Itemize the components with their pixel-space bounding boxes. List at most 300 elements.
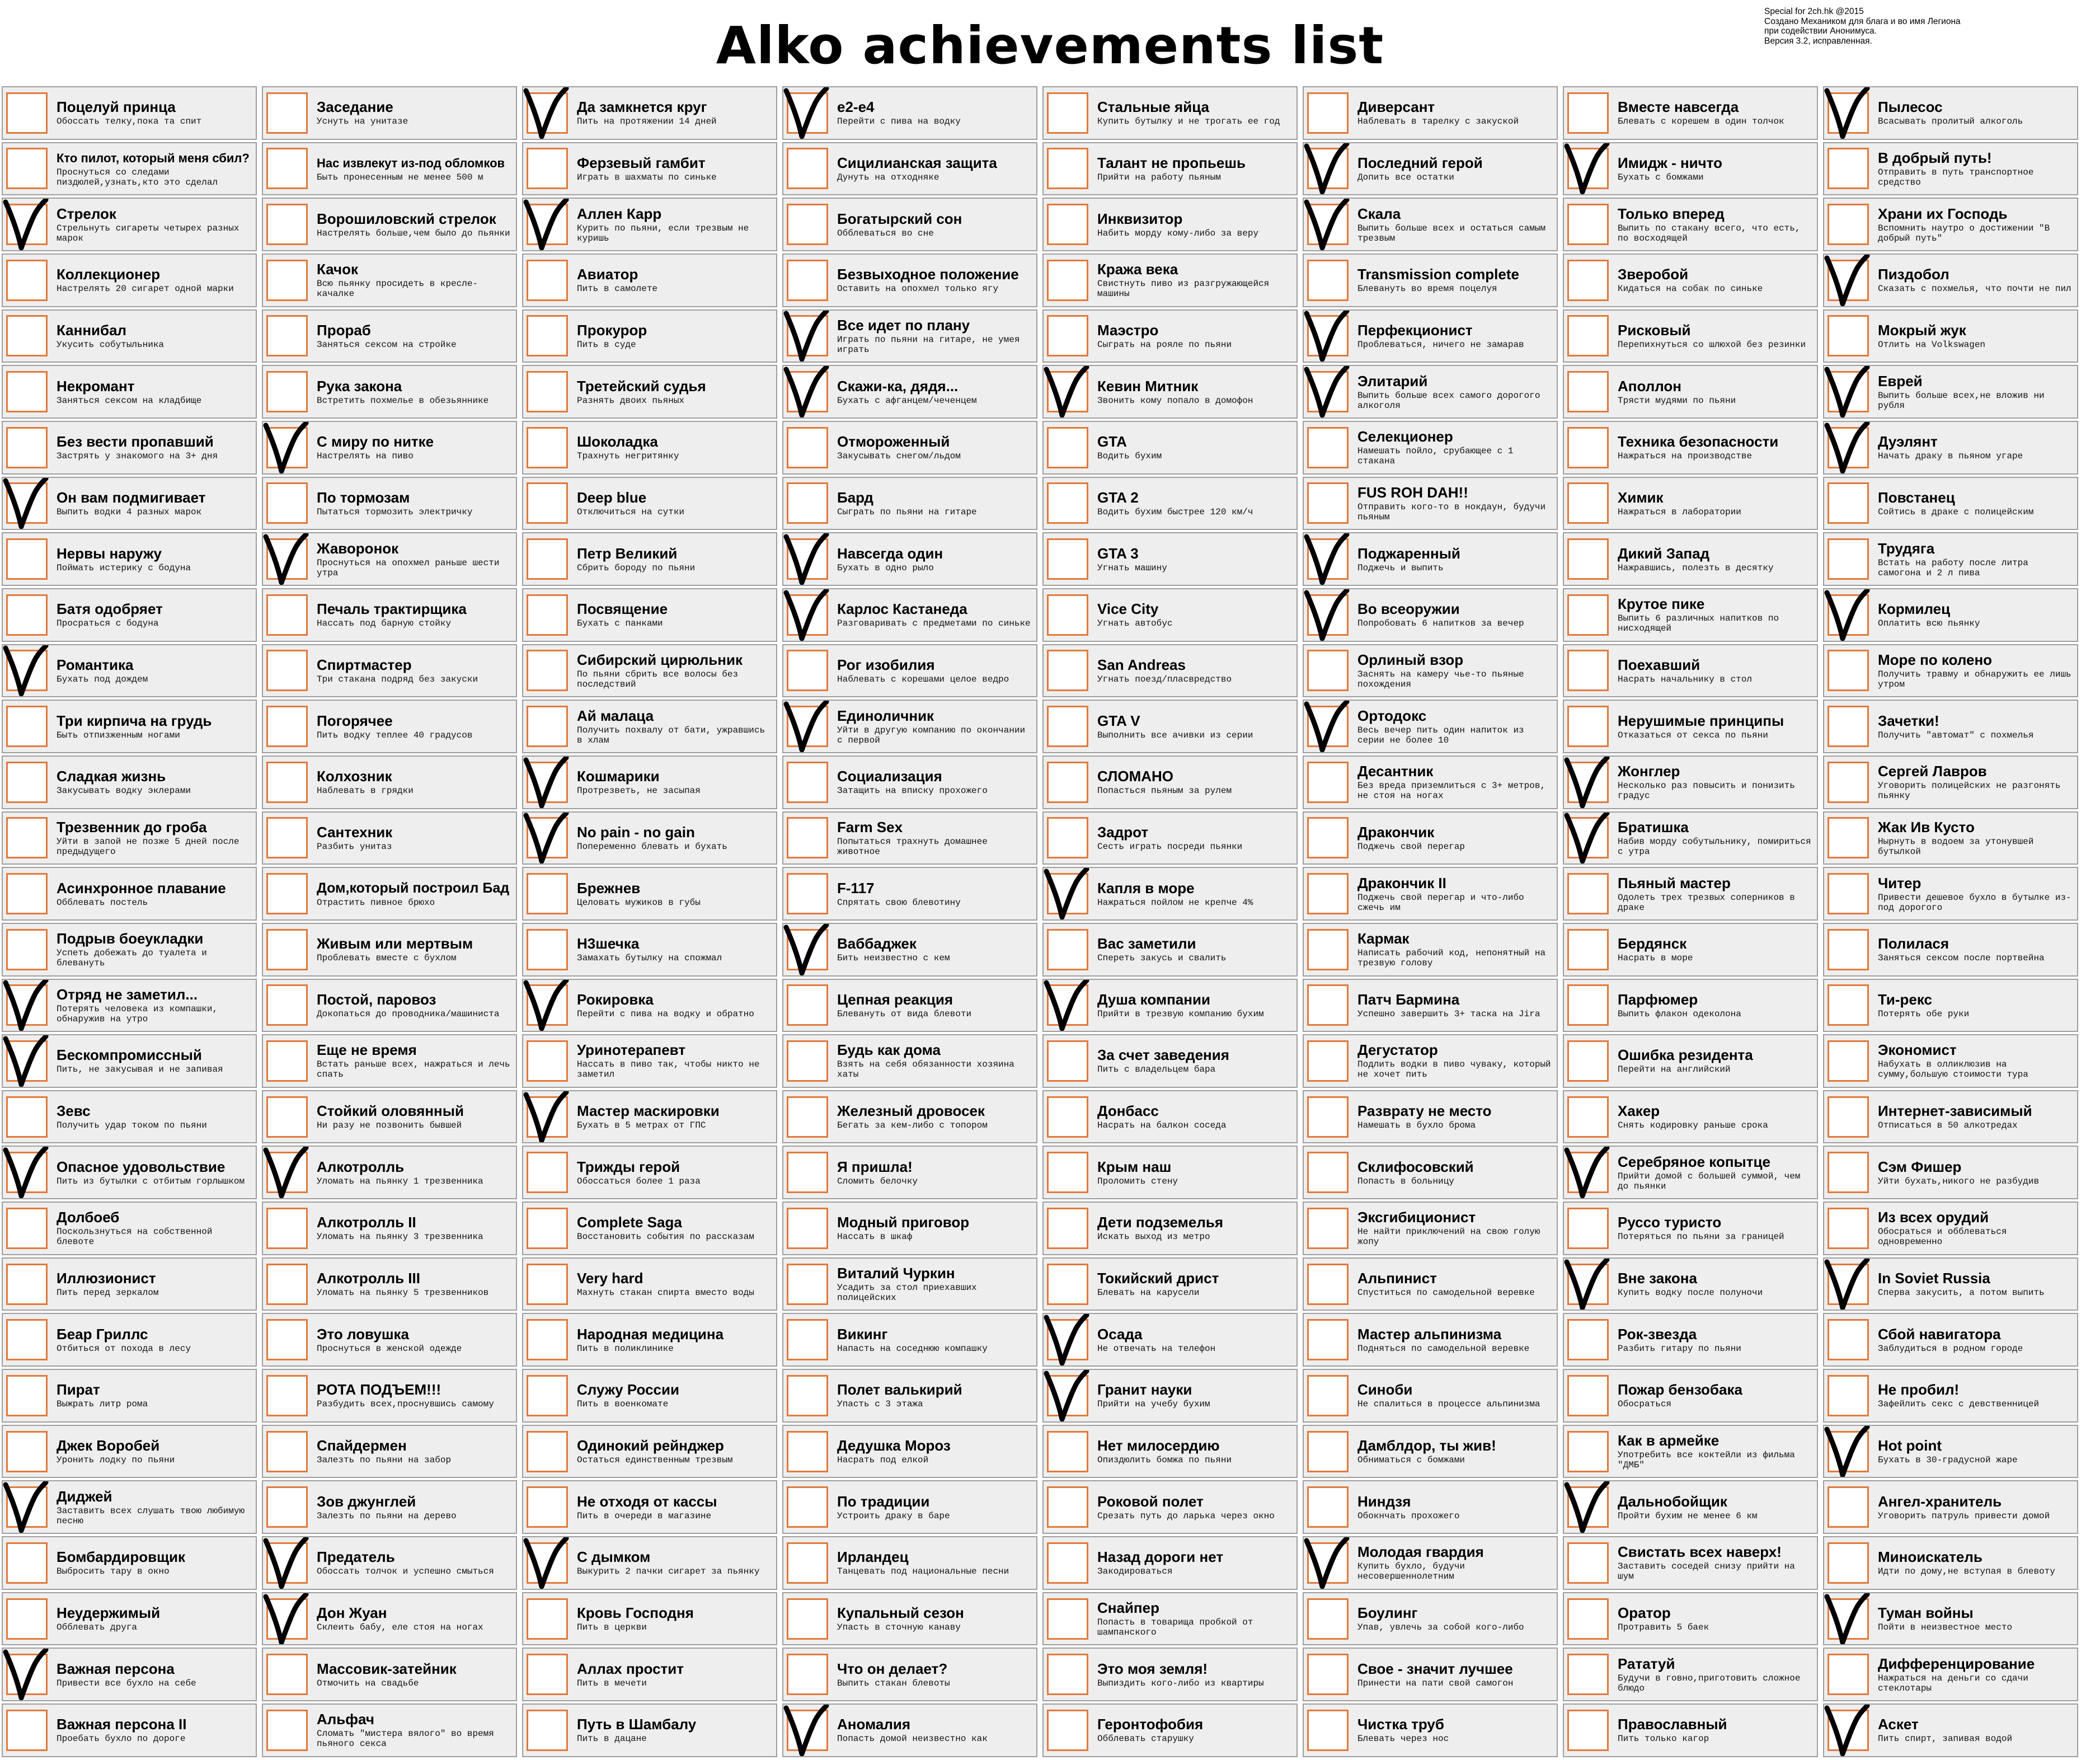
achievement-checkbox[interactable] — [1047, 650, 1088, 691]
achievement-checkbox[interactable] — [1827, 1208, 1869, 1249]
achievement-checkbox[interactable] — [1567, 594, 1609, 636]
achievement-checkbox[interactable] — [1827, 1486, 1869, 1528]
achievement-checkbox[interactable] — [1307, 260, 1349, 301]
achievement-card — [262, 700, 517, 753]
achievement-checkbox[interactable] — [266, 92, 308, 134]
achievement-checkbox[interactable] — [1307, 1319, 1349, 1360]
achievement-name: Только вперед — [1618, 205, 1725, 222]
achievement-checkbox[interactable] — [1567, 1264, 1609, 1305]
achievement-checkbox[interactable] — [1047, 1375, 1088, 1416]
achievement-checkbox[interactable] — [1047, 1431, 1088, 1472]
achievement-checkbox[interactable] — [6, 260, 48, 301]
achievement-checkbox[interactable] — [1567, 315, 1609, 356]
achievement-name: San Andreas — [1097, 656, 1186, 673]
achievement-checkbox[interactable] — [1827, 315, 1869, 356]
achievement-checkbox[interactable] — [1567, 371, 1609, 412]
achievement-checkbox[interactable] — [266, 427, 308, 468]
achievement-checkbox[interactable] — [787, 1096, 828, 1138]
achievement-checkbox[interactable] — [1827, 92, 1869, 134]
achievement-checkbox[interactable] — [6, 929, 48, 970]
achievement-card — [2, 365, 257, 419]
achievement-checkbox[interactable] — [6, 594, 48, 636]
achievement-checkbox[interactable] — [787, 929, 828, 970]
achievement-checkbox[interactable] — [1827, 817, 1869, 858]
achievement-checkbox[interactable] — [6, 148, 48, 189]
achievement-checkbox[interactable] — [1827, 1096, 1869, 1138]
achievement-checkbox[interactable] — [1567, 538, 1609, 580]
achievement-checkbox[interactable] — [527, 1654, 568, 1695]
achievement-checkbox[interactable] — [1567, 929, 1609, 970]
achievement-name: GTA V — [1097, 712, 1140, 729]
achievement-checkbox[interactable] — [1047, 1264, 1088, 1305]
achievement-checkbox[interactable] — [266, 1654, 308, 1695]
achievement-checkbox[interactable] — [1827, 538, 1869, 580]
achievement-checkbox[interactable] — [1567, 1208, 1609, 1249]
achievement-checkbox[interactable] — [266, 315, 308, 356]
achievement-checkbox[interactable] — [787, 1710, 828, 1751]
achievement-checkbox[interactable] — [1047, 204, 1088, 245]
achievement-text — [1618, 206, 1814, 243]
achievement-checkbox[interactable] — [1047, 260, 1088, 301]
achievement-checkbox[interactable] — [1307, 1542, 1349, 1584]
achievement-checkbox[interactable] — [1827, 1040, 1869, 1082]
achievement-name: Трезвенник до гроба — [57, 819, 207, 836]
achievement-checkbox[interactable] — [787, 1486, 828, 1528]
achievement-checkbox[interactable] — [1307, 650, 1349, 691]
achievement-checkbox[interactable] — [1047, 482, 1088, 524]
achievement-checkbox[interactable] — [266, 1096, 308, 1138]
achievement-checkbox[interactable] — [6, 984, 48, 1026]
achievement-checkbox[interactable] — [527, 1710, 568, 1751]
achievement-checkbox[interactable] — [527, 204, 568, 245]
achievement-checkbox[interactable] — [527, 1152, 568, 1193]
achievement-checkbox[interactable] — [1307, 92, 1349, 134]
achievement-checkbox[interactable] — [1827, 1431, 1869, 1472]
achievement-checkbox[interactable] — [527, 148, 568, 189]
achievement-checkbox[interactable] — [787, 315, 828, 356]
achievement-checkbox[interactable] — [1827, 482, 1869, 524]
achievement-checkbox[interactable] — [6, 1710, 48, 1751]
achievement-checkbox[interactable] — [266, 1375, 308, 1416]
achievement-description: Выпить водки 4 разных марок — [57, 506, 202, 517]
achievement-card — [1823, 1313, 2078, 1367]
achievement-checkbox[interactable] — [787, 482, 828, 524]
achievement-card — [1823, 1034, 2078, 1088]
achievement-name: Интернет-зависимый — [1878, 1103, 2032, 1120]
achievement-checkbox[interactable] — [1047, 427, 1088, 468]
achievement-checkbox[interactable] — [6, 1598, 48, 1640]
achievement-name: e2-e4 — [837, 99, 875, 116]
achievement-checkbox[interactable] — [527, 1542, 568, 1584]
achievement-description: Спуститься по самодельной веревке — [1357, 1288, 1535, 1298]
achievement-checkbox[interactable] — [1567, 92, 1609, 134]
achievement-checkbox[interactable] — [1567, 482, 1609, 524]
achievement-checkbox[interactable] — [787, 762, 828, 803]
achievement-checkbox[interactable] — [1047, 706, 1088, 747]
achievement-checkbox[interactable] — [527, 706, 568, 747]
achievement-checkbox[interactable] — [527, 817, 568, 858]
achievement-name: Сицилианская защита — [837, 154, 997, 171]
achievement-card — [1563, 254, 1818, 307]
achievement-description: Пить в суде — [577, 339, 636, 350]
achievement-checkbox[interactable] — [266, 538, 308, 580]
achievement-checkbox[interactable] — [1307, 1208, 1349, 1249]
achievement-checkbox[interactable] — [6, 1654, 48, 1695]
achievement-checkbox[interactable] — [1307, 1040, 1349, 1082]
achievement-checkbox[interactable] — [6, 538, 48, 580]
achievement-checkbox[interactable] — [1827, 984, 1869, 1026]
achievement-checkbox[interactable] — [1307, 594, 1349, 636]
achievement-checkbox[interactable] — [266, 260, 308, 301]
achievement-checkbox[interactable] — [1827, 427, 1869, 468]
achievement-checkbox[interactable] — [6, 873, 48, 914]
achievement-checkbox[interactable] — [1567, 1375, 1609, 1416]
achievement-checkbox[interactable] — [1047, 1208, 1088, 1249]
achievement-checkbox[interactable] — [787, 706, 828, 747]
achievement-checkbox[interactable] — [1567, 706, 1609, 747]
achievement-checkbox[interactable] — [1827, 594, 1869, 636]
achievement-checkbox[interactable] — [1827, 650, 1869, 691]
achievement-checkbox[interactable] — [1567, 873, 1609, 914]
achievement-checkbox[interactable] — [1047, 1152, 1088, 1193]
achievement-checkbox[interactable] — [266, 817, 308, 858]
achievement-checkbox[interactable] — [266, 1152, 308, 1193]
achievement-checkbox[interactable] — [1567, 1654, 1609, 1695]
achievement-checkbox[interactable] — [1827, 1264, 1869, 1305]
achievement-checkbox[interactable] — [1567, 1152, 1609, 1193]
achievement-checkbox[interactable] — [1307, 1264, 1349, 1305]
achievement-text — [57, 1103, 252, 1130]
achievement-description: Проблеваться, ничего не замарав — [1357, 339, 1524, 350]
achievement-checkbox[interactable] — [1567, 984, 1609, 1026]
achievement-text — [1357, 99, 1553, 126]
achievement-checkbox[interactable] — [266, 204, 308, 245]
achievement-text — [1618, 490, 1814, 517]
achievement-checkbox[interactable] — [1047, 817, 1088, 858]
achievement-checkbox[interactable] — [6, 1319, 48, 1360]
achievement-checkbox[interactable] — [527, 92, 568, 134]
achievement-checkbox[interactable] — [6, 204, 48, 245]
achievement-checkbox[interactable] — [1307, 873, 1349, 914]
achievement-checkbox[interactable] — [6, 1264, 48, 1305]
achievement-checkbox[interactable] — [527, 1375, 568, 1416]
achievement-name: Farm Sex — [837, 819, 903, 836]
achievement-card — [1823, 142, 2078, 196]
achievement-card — [522, 477, 777, 531]
achievement-text — [577, 936, 773, 963]
achievement-checkbox[interactable] — [1047, 1096, 1088, 1138]
achievement-checkbox[interactable] — [6, 1431, 48, 1472]
achievement-checkbox[interactable] — [1567, 1319, 1609, 1360]
achievement-checkbox[interactable] — [6, 1486, 48, 1528]
achievement-name: За счет заведения — [1097, 1047, 1229, 1064]
achievement-description: Пить на протяжении 14 дней — [577, 116, 717, 127]
achievement-checkbox[interactable] — [1047, 148, 1088, 189]
achievement-checkbox[interactable] — [527, 1319, 568, 1360]
achievement-checkbox[interactable] — [1827, 1710, 1869, 1751]
achievement-checkbox[interactable] — [527, 1264, 568, 1305]
achievement-checkbox[interactable] — [527, 371, 568, 412]
achievement-checkbox[interactable] — [527, 929, 568, 970]
achievement-checkbox[interactable] — [1047, 1598, 1088, 1640]
achievement-checkbox[interactable] — [787, 371, 828, 412]
achievement-checkbox[interactable] — [1307, 762, 1349, 803]
achievement-name: Батя одобряет — [57, 601, 163, 618]
achievement-card — [522, 1146, 777, 1199]
achievement-description: Сыграть по пьяни на гитаре — [837, 506, 977, 517]
achievement-checkbox[interactable] — [1307, 148, 1349, 189]
achievement-card — [262, 1090, 517, 1144]
achievement-checkbox[interactable] — [787, 538, 828, 580]
achievement-card — [262, 1536, 517, 1590]
achievement-description: Намешать пойло, срубающее с 1 стакана — [1357, 446, 1514, 467]
achievement-checkbox[interactable] — [527, 427, 568, 468]
achievement-card — [1563, 755, 1818, 809]
achievement-checkbox[interactable] — [787, 148, 828, 189]
achievement-checkbox[interactable] — [1047, 538, 1088, 580]
achievement-checkbox[interactable] — [266, 148, 308, 189]
achievement-checkbox[interactable] — [1047, 929, 1088, 970]
achievement-checkbox[interactable] — [1827, 1375, 1869, 1416]
achievement-checkbox[interactable] — [266, 1040, 308, 1082]
achievement-checkbox[interactable] — [1307, 929, 1349, 970]
achievement-checkbox[interactable] — [1567, 1040, 1609, 1082]
achievement-checkbox[interactable] — [787, 1040, 828, 1082]
achievement-checkbox[interactable] — [1307, 482, 1349, 524]
achievement-checkbox[interactable] — [1567, 260, 1609, 301]
achievement-text — [1878, 1326, 2074, 1354]
achievement-checkbox[interactable] — [1307, 1710, 1349, 1751]
achievement-checkbox[interactable] — [527, 1598, 568, 1640]
achievement-checkbox[interactable] — [1047, 984, 1088, 1026]
achievement-checkbox[interactable] — [1827, 260, 1869, 301]
achievement-checkbox[interactable] — [787, 1542, 828, 1584]
hand-drawn-check-icon — [2, 198, 55, 251]
achievement-checkbox[interactable] — [6, 482, 48, 524]
achievement-checkbox[interactable] — [1307, 817, 1349, 858]
achievement-checkbox[interactable] — [1047, 92, 1088, 134]
achievement-checkbox[interactable] — [266, 1486, 308, 1528]
achievement-checkbox[interactable] — [6, 1542, 48, 1584]
achievement-checkbox[interactable] — [6, 315, 48, 356]
achievement-checkbox[interactable] — [527, 873, 568, 914]
achievement-name: Сладкая жизнь — [57, 768, 166, 785]
achievement-description: Насрать начальнику в стол — [1618, 674, 1753, 684]
achievement-checkbox[interactable] — [527, 260, 568, 301]
achievement-checkbox[interactable] — [787, 873, 828, 914]
achievement-description: Проснуться в женской одежде — [317, 1343, 462, 1354]
achievement-checkbox[interactable] — [6, 1375, 48, 1416]
achievement-checkbox[interactable] — [266, 929, 308, 970]
achievement-text — [837, 708, 1033, 745]
achievement-checkbox[interactable] — [266, 706, 308, 747]
achievement-text — [1618, 1494, 1814, 1521]
achievement-checkbox[interactable] — [6, 817, 48, 858]
achievement-checkbox[interactable] — [1047, 1542, 1088, 1584]
achievement-checkbox[interactable] — [527, 1096, 568, 1138]
achievement-checkbox[interactable] — [787, 984, 828, 1026]
achievement-checkbox[interactable] — [266, 482, 308, 524]
achievement-checkbox[interactable] — [266, 1431, 308, 1472]
achievement-checkbox[interactable] — [1307, 1096, 1349, 1138]
achievement-checkbox[interactable] — [6, 1096, 48, 1138]
achievement-checkbox[interactable] — [1567, 1710, 1609, 1751]
achievement-checkbox[interactable] — [1307, 706, 1349, 747]
achievement-checkbox[interactable] — [787, 1375, 828, 1416]
achievement-checkbox[interactable] — [787, 92, 828, 134]
achievement-checkbox[interactable] — [1307, 1152, 1349, 1193]
achievement-checkbox[interactable] — [787, 1264, 828, 1305]
achievement-checkbox[interactable] — [6, 762, 48, 803]
achievement-checkbox[interactable] — [1567, 148, 1609, 189]
achievement-checkbox[interactable] — [527, 482, 568, 524]
achievement-checkbox[interactable] — [6, 706, 48, 747]
achievement-checkbox[interactable] — [787, 1598, 828, 1640]
achievement-checkbox[interactable] — [1567, 1431, 1609, 1472]
achievement-checkbox[interactable] — [1307, 427, 1349, 468]
achievement-checkbox[interactable] — [787, 650, 828, 691]
achievement-checkbox[interactable] — [266, 1598, 308, 1640]
achievement-checkbox[interactable] — [1827, 1152, 1869, 1193]
achievement-text — [1618, 713, 1814, 740]
achievement-checkbox[interactable] — [1567, 204, 1609, 245]
achievement-checkbox[interactable] — [787, 1208, 828, 1249]
achievement-checkbox[interactable] — [1567, 650, 1609, 691]
achievement-text — [1357, 1605, 1553, 1632]
achievement-checkbox[interactable] — [1047, 315, 1088, 356]
achievement-checkbox[interactable] — [787, 427, 828, 468]
achievement-checkbox[interactable] — [527, 315, 568, 356]
achievement-checkbox[interactable] — [1827, 371, 1869, 412]
achievement-description: Уйти бухать,никого не разбудив — [1878, 1176, 2040, 1186]
achievement-checkbox[interactable] — [1307, 1486, 1349, 1528]
achievement-checkbox[interactable] — [266, 873, 308, 914]
achievement-checkbox[interactable] — [1307, 1375, 1349, 1416]
achievement-checkbox[interactable] — [1047, 762, 1088, 803]
achievement-checkbox[interactable] — [527, 1040, 568, 1082]
hand-drawn-check-icon — [783, 923, 835, 977]
achievement-checkbox[interactable] — [266, 762, 308, 803]
achievement-checkbox[interactable] — [1567, 427, 1609, 468]
achievement-checkbox[interactable] — [6, 92, 48, 134]
achievement-checkbox[interactable] — [6, 650, 48, 691]
achievement-checkbox[interactable] — [266, 1319, 308, 1360]
achievement-checkbox[interactable] — [1827, 929, 1869, 970]
achievement-checkbox[interactable] — [527, 1486, 568, 1528]
achievement-checkbox[interactable] — [266, 1264, 308, 1305]
achievement-checkbox[interactable] — [1047, 873, 1088, 914]
achievement-checkbox[interactable] — [527, 762, 568, 803]
achievement-description: Обосраться — [1618, 1399, 1672, 1410]
achievement-text — [837, 1326, 1033, 1354]
achievement-checkbox[interactable] — [1827, 1319, 1869, 1360]
achievement-checkbox[interactable] — [1827, 204, 1869, 245]
achievement-card — [1823, 1090, 2078, 1144]
achievement-checkbox[interactable] — [1047, 594, 1088, 636]
achievement-checkbox[interactable] — [1307, 1431, 1349, 1472]
achievement-checkbox[interactable] — [1567, 762, 1609, 803]
achievement-checkbox[interactable] — [787, 1431, 828, 1472]
achievement-checkbox[interactable] — [266, 1208, 308, 1249]
achievement-checkbox[interactable] — [1827, 1654, 1869, 1695]
achievement-name: Дедушка Мороз — [837, 1438, 951, 1454]
achievement-checkbox[interactable] — [1047, 371, 1088, 412]
achievement-checkbox[interactable] — [1307, 1598, 1349, 1640]
achievement-checkbox[interactable] — [6, 1152, 48, 1193]
achievement-checkbox[interactable] — [1047, 1486, 1088, 1528]
achievement-checkbox[interactable] — [1567, 1542, 1609, 1584]
achievement-checkbox[interactable] — [1307, 371, 1349, 412]
achievement-checkbox[interactable] — [787, 204, 828, 245]
achievement-checkbox[interactable] — [1307, 204, 1349, 245]
achievement-checkbox[interactable] — [1307, 315, 1349, 356]
achievement-description: Искать выход из метро — [1097, 1232, 1210, 1242]
achievement-checkbox[interactable] — [527, 1208, 568, 1249]
achievement-checkbox[interactable] — [527, 594, 568, 636]
achievement-text — [317, 378, 513, 406]
achievement-checkbox[interactable] — [1827, 873, 1869, 914]
credits-line: Версия 3.2, исправленная. — [1764, 36, 1872, 46]
achievement-text — [1878, 1656, 2074, 1693]
achievement-checkbox[interactable] — [1047, 1319, 1088, 1360]
achievement-checkbox[interactable] — [1047, 1654, 1088, 1695]
achievement-checkbox[interactable] — [787, 1654, 828, 1695]
achievement-checkbox[interactable] — [787, 260, 828, 301]
achievement-text — [317, 99, 513, 126]
achievement-checkbox[interactable] — [1827, 1542, 1869, 1584]
achievement-checkbox[interactable] — [1567, 817, 1609, 858]
achievement-checkbox[interactable] — [1827, 706, 1869, 747]
achievement-text — [1097, 1047, 1293, 1074]
achievement-checkbox[interactable] — [527, 650, 568, 691]
achievement-checkbox[interactable] — [1307, 1654, 1349, 1695]
achievement-checkbox[interactable] — [527, 984, 568, 1026]
achievement-checkbox[interactable] — [6, 1208, 48, 1249]
achievement-checkbox[interactable] — [787, 817, 828, 858]
achievement-checkbox[interactable] — [787, 1152, 828, 1193]
achievement-checkbox[interactable] — [1827, 762, 1869, 803]
achievement-checkbox[interactable] — [1827, 1598, 1869, 1640]
achievement-text — [837, 1214, 1033, 1242]
achievement-checkbox[interactable] — [6, 427, 48, 468]
achievement-checkbox[interactable] — [787, 594, 828, 636]
achievement-checkbox[interactable] — [266, 1542, 308, 1584]
achievement-checkbox[interactable] — [1047, 1040, 1088, 1082]
achievement-checkbox[interactable] — [6, 1040, 48, 1082]
achievement-card — [262, 867, 517, 921]
achievement-checkbox[interactable] — [527, 1431, 568, 1472]
achievement-description: Уйти в другую компанию по окончании с первой — [837, 725, 1026, 745]
achievement-checkbox[interactable] — [266, 1710, 308, 1751]
achievement-checkbox[interactable] — [1567, 1486, 1609, 1528]
achievement-description: Отмочить на свадьбе — [317, 1678, 419, 1688]
achievement-checkbox[interactable] — [6, 371, 48, 412]
achievement-checkbox[interactable] — [527, 538, 568, 580]
achievement-checkbox[interactable] — [266, 984, 308, 1026]
achievement-checkbox[interactable] — [1567, 1096, 1609, 1138]
achievement-checkbox[interactable] — [787, 1319, 828, 1360]
achievement-card — [1823, 1202, 2078, 1255]
achievement-checkbox[interactable] — [1307, 538, 1349, 580]
achievement-checkbox[interactable] — [266, 594, 308, 636]
achievement-checkbox[interactable] — [1307, 984, 1349, 1026]
achievement-checkbox[interactable] — [1827, 148, 1869, 189]
achievement-checkbox[interactable] — [266, 650, 308, 691]
achievement-checkbox[interactable] — [266, 371, 308, 412]
achievement-text — [57, 1209, 252, 1247]
achievement-checkbox[interactable] — [1047, 1710, 1088, 1751]
achievement-checkbox[interactable] — [1567, 1598, 1609, 1640]
